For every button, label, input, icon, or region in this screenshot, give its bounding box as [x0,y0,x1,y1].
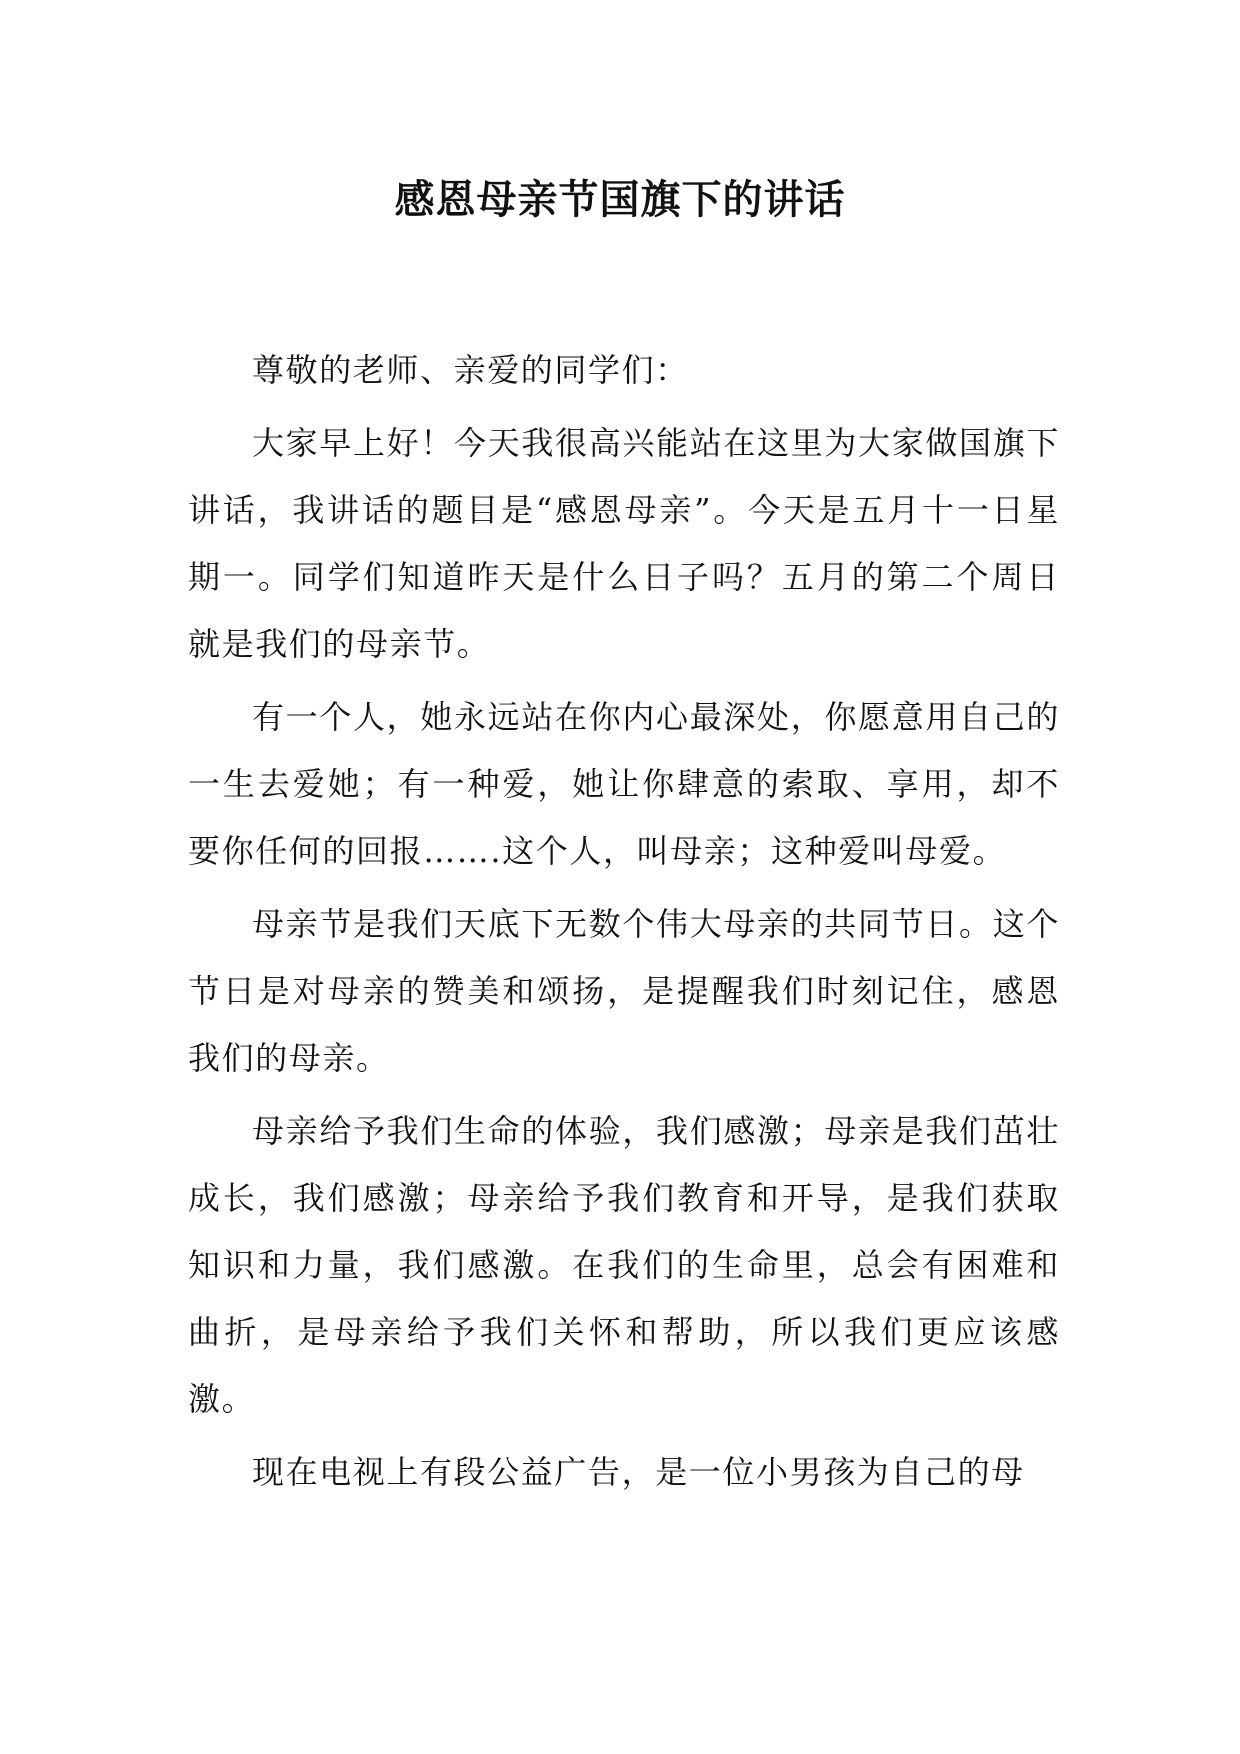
document-body [188,337,1060,1512]
body-paragraph: 母亲给予我们生命的体验，我们感激；母亲是我们茁壮成长，我们感激；母亲给予我们教育和开导，是我们获取知识和力量，我们感激。在我们的生命里，总会有困难和曲折，是母亲给予我们关怀和帮助，所以我们更应该感激。 [188,1112,1060,1418]
body-paragraph: 母亲节是我们天底下无数个伟大母亲的共同节日。这个节日是对母亲的赞美和颂扬，是提醒我们时刻记住，感恩我们的母亲。 [188,905,1060,1077]
salutation-paragraph: 尊敬的老师、亲爱的同学们： [252,351,689,389]
body-paragraph: 大家早上好！今天我很高兴能站在这里为大家做国旗下讲话，我讲话的题目是“感恩母亲”。今天是五月十一日星期一。同学们知道昨天是什么日子吗？五月的第二个周日就是我们的母亲节。 [188,424,1060,663]
body-paragraph: 现在电视上有段公益广告，是一位小男孩为自己的母 [252,1453,1025,1491]
document-title: 感恩母亲节国旗下的讲话 [394,177,846,223]
body-paragraph: 有一个人，她永远站在你内心最深处，你愿意用自己的一生去爱她；有一种爱，她让你肆意的索取、享用，却不要你任何的回报…….这个人，叫母亲；这种爱叫母爱。 [188,698,1060,870]
